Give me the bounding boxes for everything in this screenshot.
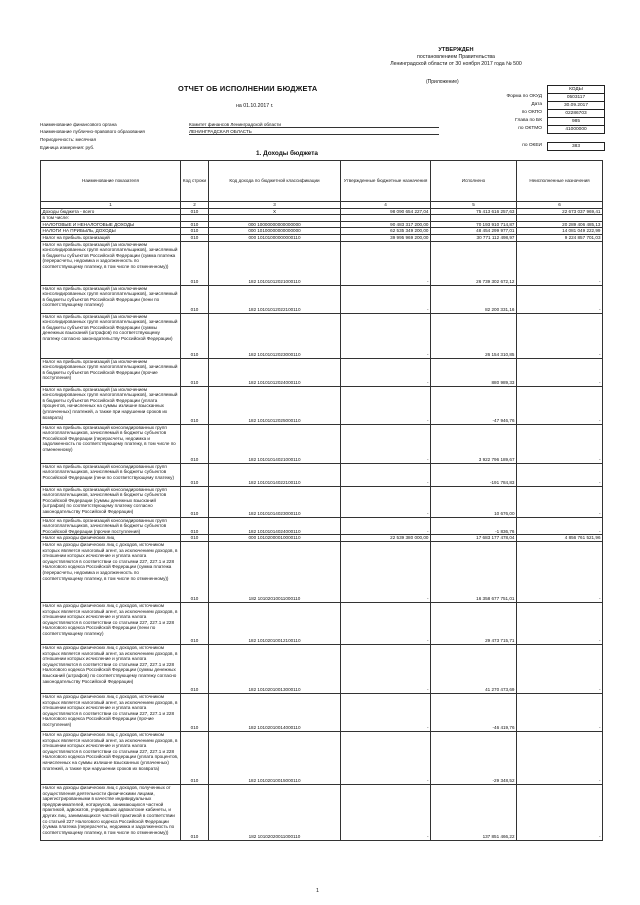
cell-unexecuted: 22 673 037 969,41 — [517, 208, 603, 215]
code-label-date: Дата — [531, 102, 542, 107]
cell-unexecuted: 9 224 857 701,03 — [517, 234, 603, 241]
cell-name: Налог на прибыль организаций (за исключением консолидированных групп налогоплательщиков), зачисляемый в бюджеты субъектов Российской Федерации (суммы денежных взысканий (штрафов) по соответствующему платежу согласно законодательству Российской Федерации) — [41, 313, 181, 358]
cell-unexecuted: - — [517, 731, 603, 784]
col-number: 2 — [181, 202, 209, 209]
income-table — [40, 160, 603, 841]
cell-unexecuted: - — [517, 424, 603, 463]
cell-name: Налог на доходы физических лиц с доходов, источником которых является налоговый агент, за исключением доходов, в отношении которых исчисление и уплата налога осуществляются в соответствии со статьями 227, 227.1 и 228 Налогового кодекса Российской Федерации (уплата процентов, начисленных на суммы излишне взысканных (уплаченных) платежей, а также при нарушении сроков их возврата) — [41, 731, 181, 784]
table-row — [41, 208, 603, 215]
table-row — [41, 285, 603, 313]
cell-unexecuted: 20 289 406 485,13 — [517, 221, 603, 228]
table-column-numbers — [41, 202, 603, 209]
cell-executed: 29 473 715,71 — [431, 602, 517, 644]
cell-executed: 82 200 331,16 — [431, 285, 517, 313]
periodicity-label: Периодичность: месячная — [40, 137, 96, 142]
header-income-code: Код дохода по бюджетной классификации — [209, 161, 341, 202]
cell-executed: 3 922 796 189,67 — [431, 424, 517, 463]
cell-executed — [431, 215, 517, 222]
table-header-row — [41, 161, 603, 202]
col-number: 5 — [431, 202, 517, 209]
cell-name: НАЛОГОВЫЕ И НЕНАЛОГОВЫЕ ДОХОДЫ — [41, 221, 181, 228]
code-label-okei: по ОКЕИ — [522, 143, 542, 148]
table-row — [41, 234, 603, 241]
header-executed: Исполнено — [431, 161, 517, 202]
cell-income-code — [209, 215, 341, 222]
col-number: 6 — [517, 202, 603, 209]
cell-unexecuted — [517, 215, 603, 222]
cell-name: Налог на прибыль организаций (за исключением консолидированных групп налогоплательщиков), зачисляемый в бюджеты субъектов Российской Федерации (уплата процентов, начисленных на суммы излишне взысканных (уплаченных) платежей, а также при нарушении сроков их возврата) — [41, 386, 181, 424]
table-row — [41, 693, 603, 731]
cell-name: Налог на доходы физических лиц с доходов, источником которых является налоговый агент, за исключением доходов, в отношении которых исчисление и уплата налога осуществляются в соответствии со статьями 227, 227.1 и 228 Налогового кодекса Российской Федерации (сумма платежа (перерасчеты, недоимка и задолженность по соответствующему платежу, в том числе по отмененному)) — [41, 541, 181, 602]
cell-name: в том числе: — [41, 215, 181, 222]
code-value-okud: 0503117 — [547, 93, 605, 102]
cell-approved: - — [341, 784, 431, 840]
cell-name: Налог на доходы физических лиц с доходов, источником которых является налоговый агент, за исключением доходов, в отношении которых исчисление и уплата налога осуществляются в соответствии со статьями 227, 227.1 и 228 Налогового кодекса Российской Федерации (пени по соответствующему платежу) — [41, 602, 181, 644]
cell-unexecuted: - — [517, 517, 603, 535]
cell-executed: 70 193 910 714,87 — [431, 221, 517, 228]
cell-approved: 62 535 349 200,00 — [341, 228, 431, 235]
cell-approved: 90 483 317 200,00 — [341, 221, 431, 228]
cell-name: Налог на прибыль организаций консолидированных групп налогоплательщиков, зачисляемый в бюджеты субъектов Российской Федерации (суммы денежных взысканий (штрафов) по соответствующему платежу согласно законодательству Российской Федерации) — [41, 486, 181, 517]
cell-approved: - — [341, 386, 431, 424]
cell-executed: 17 683 177 478,04 — [431, 535, 517, 542]
approval-block — [376, 47, 536, 68]
cell-income-code: 182 10101012022100110 — [209, 285, 341, 313]
cell-name: Налог на прибыль организаций (за исключением консолидированных групп налогоплательщиков), зачисляемый в бюджеты субъектов Российской Федерации (прочие поступления) — [41, 358, 181, 386]
cell-income-code: 182 10102010013000110 — [209, 644, 341, 693]
cell-executed: 75 413 616 257,63 — [431, 208, 517, 215]
cell-income-code: 182 10101014021000110 — [209, 424, 341, 463]
code-label-bk: Глава по БК — [515, 118, 542, 123]
table-row — [41, 215, 603, 222]
cell-approved: - — [341, 313, 431, 358]
cell-executed: 41 270 473,69 — [431, 644, 517, 693]
cell-name: НАЛОГИ НА ПРИБЫЛЬ, ДОХОДЫ — [41, 228, 181, 235]
cell-income-code: 182 10102010014000110 — [209, 693, 341, 731]
cell-unexecuted: 4 856 761 521,96 — [517, 535, 603, 542]
cell-executed: -46 419,76 — [431, 693, 517, 731]
cell-line-code: 010 — [181, 693, 209, 731]
cell-executed: 48 454 299 977,01 — [431, 228, 517, 235]
cell-approved: - — [341, 285, 431, 313]
cell-line-code: 010 — [181, 313, 209, 358]
cell-name: Налог на прибыль организаций консолидированных групп налогоплательщиков, зачисляемый в бюджеты субъектов Российской Федерации (перерасчеты, недоимка и задолженность по соответствующему платежу, в том числе по отмененному) — [41, 424, 181, 463]
code-label-oktmo: по ОКТМО — [518, 126, 542, 131]
code-value-okpo: 02286703 — [547, 109, 605, 118]
col-number: 4 — [341, 202, 431, 209]
cell-name: Налог на прибыль организаций консолидированных групп налогоплательщиков, зачисляемый в бюджеты субъектов Российской Федерации (пени по соответствующему платежу) — [41, 463, 181, 486]
table-row — [41, 517, 603, 535]
table-row — [41, 535, 603, 542]
table-row — [41, 358, 603, 386]
table-row — [41, 313, 603, 358]
cell-line-code: 010 — [181, 784, 209, 840]
cell-income-code: 000 10102000010000110 — [209, 535, 341, 542]
cell-unexecuted: - — [517, 313, 603, 358]
table-row — [41, 602, 603, 644]
cell-line-code: 010 — [181, 241, 209, 285]
cell-unexecuted: - — [517, 241, 603, 285]
cell-income-code: 182 10101012023000110 — [209, 313, 341, 358]
cell-name: Налог на доходы физических лиц с доходов, источником которых является налоговый агент, за исключением доходов, в отношении которых исчисление и уплата налога осуществляются в соответствии со статьями 227, 227.1 и 228 Налогового кодекса Российской Федерации (суммы денежных взысканий (штрафов) по соответствующему платежу согласно законодательству Российской Федерации) — [41, 644, 181, 693]
cell-income-code: 182 10101012024000110 — [209, 358, 341, 386]
table-row — [41, 731, 603, 784]
budget-label: Наименование публично-правового образования — [40, 129, 145, 134]
cell-line-code: 010 — [181, 234, 209, 241]
cell-executed: 26 154 310,85 — [431, 313, 517, 358]
cell-approved: 22 539 380 000,00 — [341, 535, 431, 542]
cell-income-code: 182 10101014023000110 — [209, 486, 341, 517]
cell-line-code: 010 — [181, 602, 209, 644]
page-number: 1 — [316, 888, 319, 894]
cell-income-code: 182 10101012025000110 — [209, 386, 341, 424]
cell-unexecuted: - — [517, 486, 603, 517]
cell-approved: - — [341, 731, 431, 784]
cell-income-code: 182 10102010015000110 — [209, 731, 341, 784]
cell-executed: -191 784,83 — [431, 463, 517, 486]
cell-income-code: 182 10102020011000110 — [209, 784, 341, 840]
code-label-okpo: по ОКПО — [521, 110, 542, 115]
cell-executed: 10 676,00 — [431, 486, 517, 517]
cell-line-code: 010 — [181, 285, 209, 313]
approval-line-2: Ленинградской области от 30 ноября 2017 года № 500 — [390, 61, 522, 67]
report-date: на 01.10.2017 г. — [236, 103, 274, 109]
cell-unexecuted: - — [517, 463, 603, 486]
cell-line-code — [181, 215, 209, 222]
cell-name: Налог на прибыль организаций (за исключением консолидированных групп налогоплательщиков), зачисляемый в бюджеты субъектов Российской Федерации (пени по соответствующему платежу) — [41, 285, 181, 313]
cell-line-code: 010 — [181, 358, 209, 386]
table-row — [41, 784, 603, 840]
cell-name: Налог на доходы физических лиц — [41, 535, 181, 542]
cell-income-code: X — [209, 208, 341, 215]
cell-income-code: 000 10100000000000000 — [209, 228, 341, 235]
cell-line-code: 010 — [181, 221, 209, 228]
cell-approved: - — [341, 486, 431, 517]
cell-unexecuted: - — [517, 541, 603, 602]
cell-line-code: 010 — [181, 386, 209, 424]
codes-header: КОДЫ — [547, 85, 605, 94]
table-row — [41, 241, 603, 285]
table-row — [41, 541, 603, 602]
header-line-code: Код строки — [181, 161, 209, 202]
cell-line-code: 010 — [181, 463, 209, 486]
header-unexecuted: Неисполненные назначения — [517, 161, 603, 202]
cell-approved: - — [341, 241, 431, 285]
finance-org-label: Наименование финансового органа — [40, 122, 117, 127]
header-approved: Утвержденные бюджетные назначения — [341, 161, 431, 202]
cell-line-code: 010 — [181, 424, 209, 463]
cell-approved: - — [341, 424, 431, 463]
cell-line-code: 010 — [181, 644, 209, 693]
section-title: 1. Доходы бюджета — [256, 150, 318, 157]
approval-line-1: постановлением Правительства — [417, 54, 495, 60]
cell-executed: -47 946,76 — [431, 386, 517, 424]
cell-line-code: 010 — [181, 731, 209, 784]
cell-unexecuted: - — [517, 386, 603, 424]
cell-unexecuted: 14 081 049 222,99 — [517, 228, 603, 235]
cell-name: Налог на прибыль организаций консолидированных групп налогоплательщиков, зачисляемый в бюджеты субъектов Российской Федерации (прочие поступления) — [41, 517, 181, 535]
cell-approved — [341, 215, 431, 222]
cell-name: Доходы бюджета - всего — [41, 208, 181, 215]
cell-income-code: 182 10101014022100110 — [209, 463, 341, 486]
cell-unexecuted: - — [517, 602, 603, 644]
cell-income-code: 182 10101014024000110 — [209, 517, 341, 535]
table-row — [41, 386, 603, 424]
report-title: ОТЧЕТ ОБ ИСПОЛНЕНИИ БЮДЖЕТА — [178, 84, 318, 93]
cell-income-code: 000 10000000000000000 — [209, 221, 341, 228]
cell-executed: 137 851 466,22 — [431, 784, 517, 840]
table-row — [41, 644, 603, 693]
table-row — [41, 221, 603, 228]
cell-name: Налог на прибыль организаций — [41, 234, 181, 241]
approval-heading: УТВЕРЖДЕН — [438, 47, 474, 53]
cell-approved: - — [341, 358, 431, 386]
code-value-okei: 383 — [547, 142, 605, 151]
cell-approved: - — [341, 602, 431, 644]
cell-income-code: 182 10101012021000110 — [209, 241, 341, 285]
header-name: Наименование показателя — [41, 161, 181, 202]
cell-unexecuted: - — [517, 285, 603, 313]
cell-executed: 880 989,33 — [431, 358, 517, 386]
cell-unexecuted: - — [517, 358, 603, 386]
cell-line-code: 010 — [181, 535, 209, 542]
code-value-date: 30.09.2017 — [547, 101, 605, 110]
col-number: 3 — [209, 202, 341, 209]
cell-approved: - — [341, 693, 431, 731]
cell-income-code: 000 10101000000000110 — [209, 234, 341, 241]
cell-approved: - — [341, 517, 431, 535]
budget-value: ЛЕНИНГРАДСКАЯ ОБЛАСТЬ — [189, 129, 439, 135]
code-value-oktmo: 41000000 — [547, 125, 605, 134]
cell-executed: -1 836,76 — [431, 517, 517, 535]
finance-org-value: Комитет финансов Ленинградской области — [189, 122, 439, 128]
code-label-okud: Форма по ОКУД — [506, 94, 542, 99]
table-row — [41, 486, 603, 517]
cell-executed: 30 771 112 498,97 — [431, 234, 517, 241]
cell-executed: 16 358 677 751,01 — [431, 541, 517, 602]
cell-approved: - — [341, 644, 431, 693]
unit-label: Единица измерения: руб. — [40, 145, 95, 150]
cell-line-code: 010 — [181, 486, 209, 517]
cell-name: Налог на доходы физических лиц с доходов, полученных от осуществления деятельности физическими лицами, зарегистрированными в качестве индивидуальных предпринимателей, нотариусов, занимающихся частной практикой, адвокатов, учредивших адвокатские кабинеты, и других лиц, занимающихся частной практикой в соответствии со статьей 227 Налогового кодекса Российской Федерации (сумма платежа (перерасчеты, недоимка и задолженность по соответствующему платежу, в том числе по отмененному)) — [41, 784, 181, 840]
appendix-label: (Приложение) — [426, 79, 459, 85]
cell-income-code: 182 10102010011000110 — [209, 541, 341, 602]
cell-unexecuted: - — [517, 644, 603, 693]
table-row — [41, 463, 603, 486]
cell-approved: - — [341, 463, 431, 486]
cell-unexecuted: - — [517, 784, 603, 840]
code-value-bk: 985 — [547, 117, 605, 126]
cell-executed: -29 348,52 — [431, 731, 517, 784]
cell-name: Налог на доходы физических лиц с доходов, источником которых является налоговый агент, за исключением доходов, в отношении которых исчисление и уплата налога осуществляются в соответствии со статьями 227, 227.1 и 228 Налогового кодекса Российской Федерации (прочие поступления) — [41, 693, 181, 731]
cell-line-code: 010 — [181, 208, 209, 215]
cell-executed: 26 739 302 672,12 — [431, 241, 517, 285]
cell-name: Налог на прибыль организаций (за исключением консолидированных групп налогоплательщиков), зачисляемый в бюджеты субъектов Российской Федерации (сумма платежа (перерасчеты, недоимка и задолженность по соответствующему платежу, в том числе по отмененному)) — [41, 241, 181, 285]
table-row — [41, 228, 603, 235]
cell-line-code: 010 — [181, 541, 209, 602]
cell-income-code: 182 10102010012100110 — [209, 602, 341, 644]
cell-approved: - — [341, 541, 431, 602]
cell-line-code: 010 — [181, 228, 209, 235]
cell-approved: 98 090 654 227,04 — [341, 208, 431, 215]
col-number: 1 — [41, 202, 181, 209]
table-row — [41, 424, 603, 463]
cell-line-code: 010 — [181, 517, 209, 535]
cell-unexecuted: - — [517, 693, 603, 731]
cell-approved: 39 995 969 200,00 — [341, 234, 431, 241]
